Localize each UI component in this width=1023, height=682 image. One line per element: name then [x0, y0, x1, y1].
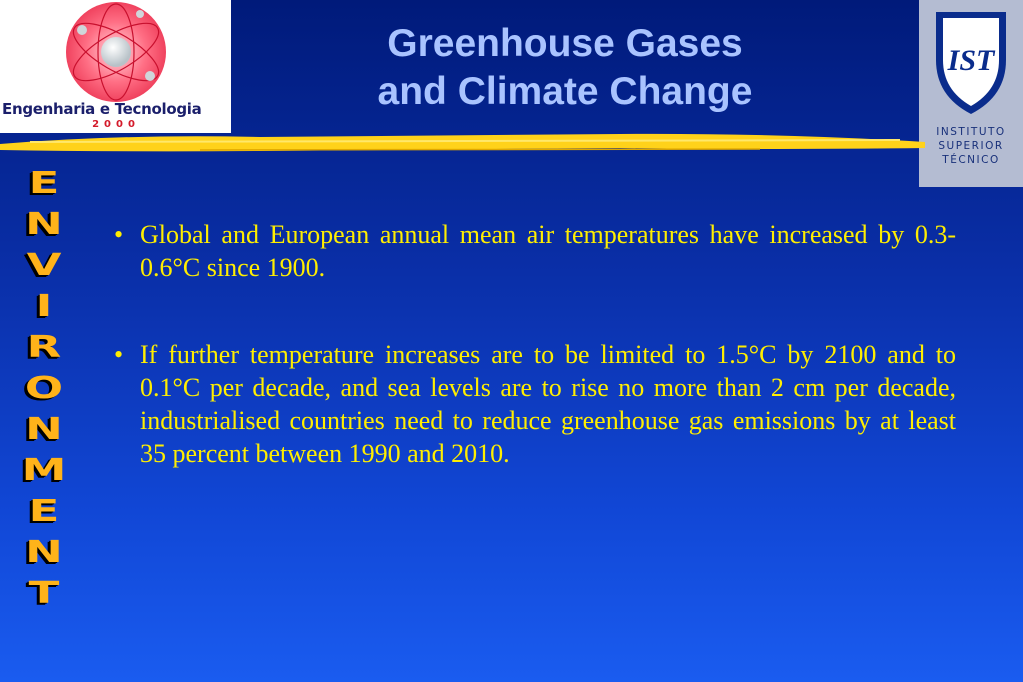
slide-title	[240, 20, 890, 116]
title-line-1: Greenhouse Gases	[387, 22, 743, 65]
side-letter: N	[25, 535, 63, 570]
environment-vertical-label	[14, 163, 74, 614]
bullet-item	[114, 338, 956, 470]
institution-line-3: TÉCNICO	[942, 154, 1000, 166]
bullet-text: If further temperature increases are to be limited to 1.5°C by 2100 and to 0.1°C per decade, and sea levels are to rise no more than 2 cm per decade, industrialised countries need to reduce greenhouse gas emissions by at least 35 percent between 1990 and 2010.	[140, 340, 956, 468]
side-letter: E	[28, 494, 60, 529]
ist-monogram: IST	[947, 44, 995, 77]
title-line-2: and Climate Change	[377, 70, 753, 113]
side-letter: M	[21, 453, 67, 488]
bullet-text: Global and European annual mean air temperatures have increased by 0.3-0.6°C since 1900.	[140, 220, 956, 282]
side-letter: V	[26, 248, 62, 283]
yellow-brush-stroke	[0, 128, 930, 156]
side-letter: N	[25, 412, 63, 447]
side-letter: E	[28, 166, 60, 201]
side-letter: N	[25, 207, 63, 242]
logo-brand-text: Engenharia e Tecnologia	[2, 100, 202, 118]
side-letter: O	[24, 371, 64, 406]
ist-shield-icon	[933, 10, 1009, 116]
side-letter: T	[28, 576, 60, 611]
bullet-item	[114, 218, 956, 284]
engenharia-tecnologia-logo	[0, 0, 231, 133]
institution-name	[919, 125, 1023, 167]
logo-year-text: 2000	[92, 119, 140, 130]
bullet-marker: •	[114, 220, 124, 249]
institution-line-2: SUPERIOR	[938, 140, 1004, 152]
bullet-list	[114, 218, 956, 470]
side-letter: R	[26, 330, 62, 365]
side-letter: I	[35, 289, 53, 324]
institution-line-1: INSTITUTO	[936, 126, 1006, 138]
ist-logo	[919, 0, 1023, 187]
bullet-marker: •	[114, 340, 124, 369]
